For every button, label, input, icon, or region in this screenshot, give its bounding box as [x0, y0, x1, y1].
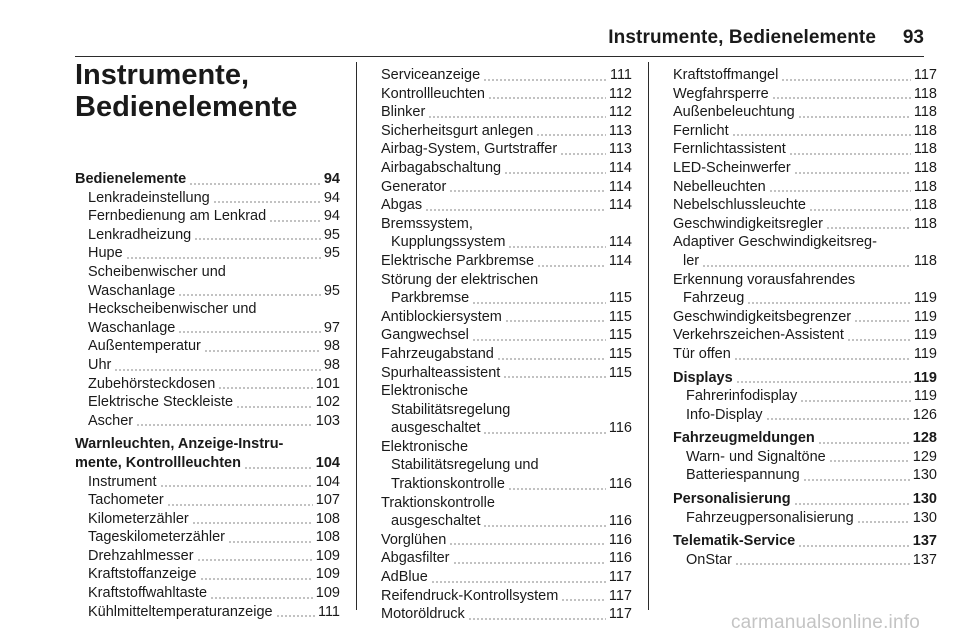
- section-title: [75, 59, 297, 123]
- toc-entry-batteriespannung[interactable]: Batteriespannung 130: [686, 467, 937, 484]
- page-header: [0, 0, 960, 60]
- toc-entry-esp-tc-line-1[interactable]: Elektronische: [381, 438, 469, 455]
- toc-entry-elektrische-parkbremse[interactable]: Elektrische Parkbremse 114: [381, 252, 632, 269]
- toc-heading-bedienelemente[interactable]: Bedienelemente 94: [75, 171, 340, 187]
- toc-entry-hupe[interactable]: Hupe 95: [88, 245, 340, 262]
- section-title-line-2: Bedienelemente: [75, 91, 298, 123]
- toc-entry-esp-aus-line-2[interactable]: Stabilitätsregelung: [391, 401, 511, 418]
- toc-entry-fahrzeugpersonalisierung[interactable]: Fahrzeugpersonalisierung 130: [686, 509, 937, 526]
- toc-heading-warnleuchten[interactable]: mente, Kontrollleuchten 104: [75, 454, 340, 471]
- toc-column-1: [75, 170, 340, 621]
- toc-entry-uhr[interactable]: Uhr 98: [88, 356, 340, 373]
- column-divider-1: [356, 62, 357, 610]
- toc-entry-zubehoersteckdosen[interactable]: Zubehörsteckdosen 101: [88, 375, 340, 392]
- toc-entry-scheibenwischer[interactable]: Waschanlage 95: [88, 282, 340, 299]
- toc-entry-adaptiver[interactable]: ler 118: [683, 252, 937, 269]
- toc-entry-antiblockiersystem[interactable]: Antiblockiersystem 115: [381, 308, 632, 325]
- toc-entry-airbag-system[interactable]: Airbag-System, Gurtstraffer 113: [381, 141, 632, 158]
- header-rule: [75, 56, 924, 57]
- toc-entry-tuer-offen[interactable]: Tür offen 119: [673, 345, 937, 362]
- toc-entry-generator[interactable]: Generator 114: [381, 178, 632, 195]
- toc-entry-blinker[interactable]: Blinker 112: [381, 104, 632, 121]
- toc-entry-nebelschlussleuchte[interactable]: Nebelschlussleuchte 118: [673, 197, 937, 214]
- toc-entry-sicherheitsgurt[interactable]: Sicherheitsgurt anlegen 113: [381, 122, 632, 139]
- toc-entry-erkennung-line-1[interactable]: Erkennung vorausfahrendes: [673, 271, 856, 288]
- toc-entry-lenkradheizung[interactable]: Lenkradheizung 95: [88, 226, 340, 243]
- toc-entry-aussenbeleuchtung[interactable]: Außenbeleuchtung 118: [673, 104, 937, 121]
- toc-entry-esp-aus[interactable]: ausgeschaltet 116: [391, 420, 632, 437]
- toc-heading-telematik[interactable]: Telematik-Service 137: [673, 533, 937, 550]
- toc-entry-esp-tc-line-2[interactable]: Stabilitätsregelung und: [391, 457, 539, 474]
- toc-entry-stoerung-parkbremse-line-1[interactable]: Störung der elektrischen: [381, 271, 539, 288]
- toc-entry-lenkradeinstellung[interactable]: Lenkradeinstellung 94: [88, 189, 340, 206]
- toc-entry-verkehrszeichen[interactable]: Verkehrszeichen-Assistent 119: [673, 327, 937, 344]
- toc-entry-geschwindigkeitsregler[interactable]: Geschwindigkeitsregler 118: [673, 215, 937, 232]
- toc-entry-kraftstoffwahltaste[interactable]: Kraftstoffwahltaste 109: [88, 585, 340, 602]
- toc-entry-bremssystem-line-1[interactable]: Bremssystem,: [381, 215, 473, 232]
- toc-entry-vorgluehen[interactable]: Vorglühen 116: [381, 531, 632, 548]
- toc-entry-geschwindigkeitsbegrenzer[interactable]: Geschwindigkeitsbegrenzer 119: [673, 308, 937, 325]
- toc-entry-fernlicht[interactable]: Fernlicht 118: [673, 122, 937, 139]
- toc-entry-instrument[interactable]: Instrument 104: [88, 473, 340, 490]
- watermark: carmanualsonline.info: [730, 612, 920, 633]
- toc-entry-adblue[interactable]: AdBlue 117: [381, 569, 632, 586]
- toc-entry-heckscheibenwischer-line-1[interactable]: Heckscheibenwischer und: [88, 301, 257, 318]
- toc-entry-esp-tc[interactable]: Traktionskontrolle 116: [391, 476, 632, 493]
- toc-entry-nebelleuchten[interactable]: Nebelleuchten 118: [673, 178, 937, 195]
- toc-entry-gangwechsel[interactable]: Gangwechsel 115: [381, 327, 632, 344]
- toc-entry-stoerung-parkbremse[interactable]: Parkbremse 115: [391, 290, 632, 307]
- toc-entry-led-scheinwerfer[interactable]: LED-Scheinwerfer 118: [673, 159, 937, 176]
- toc-entry-kraftstoffanzeige[interactable]: Kraftstoffanzeige 109: [88, 566, 340, 583]
- toc-entry-kontrollleuchten[interactable]: Kontrollleuchten 112: [381, 85, 632, 102]
- toc-entry-kraftstoffmangel[interactable]: Kraftstoffmangel 117: [673, 67, 937, 83]
- toc-entry-abgas[interactable]: Abgas 114: [381, 197, 632, 214]
- toc-heading-personalisierung[interactable]: Personalisierung 130: [673, 491, 937, 508]
- toc-entry-ascher[interactable]: Ascher 103: [88, 412, 340, 429]
- toc-entry-erkennung[interactable]: Fahrzeug 119: [683, 290, 937, 307]
- toc-heading-displays[interactable]: Displays 119: [673, 369, 937, 386]
- toc-heading-fahrzeugmeldungen[interactable]: Fahrzeugmeldungen 128: [673, 430, 937, 447]
- toc-entry-tageskilometerzaehler[interactable]: Tageskilometerzähler 108: [88, 529, 340, 546]
- running-header-title: Instrumente, Bedienelemente: [608, 27, 876, 48]
- toc-entry-fahrzeugabstand[interactable]: Fahrzeugabstand 115: [381, 345, 632, 362]
- toc-entry-heckscheibenwischer[interactable]: Waschanlage 97: [88, 319, 340, 336]
- page-number: 93: [902, 27, 924, 48]
- toc-entry-fernlichtassistent[interactable]: Fernlichtassistent 118: [673, 141, 937, 158]
- toc-entry-fahrerinfodisplay[interactable]: Fahrerinfodisplay 119: [686, 388, 937, 405]
- toc-entry-bremssystem[interactable]: Kupplungssystem 114: [391, 234, 632, 251]
- toc-entry-airbagabschaltung[interactable]: Airbagabschaltung 114: [381, 159, 632, 176]
- toc-entry-wegfahrsperre[interactable]: Wegfahrsperre 118: [673, 85, 937, 102]
- toc-entry-kilometerzaehler[interactable]: Kilometerzähler 108: [88, 510, 340, 527]
- toc-entry-aussentemperatur[interactable]: Außentemperatur 98: [88, 338, 340, 355]
- toc-entry-fernbedienung[interactable]: Fernbedienung am Lenkrad 94: [88, 208, 340, 225]
- toc-entry-motoroeldruck[interactable]: Motoröldruck 117: [381, 606, 632, 623]
- section-title-line-1: Instrumente,: [75, 59, 250, 91]
- toc-entry-reifendruck[interactable]: Reifendruck-Kontrollsystem 117: [381, 587, 632, 604]
- toc-heading-warnleuchten-line-1[interactable]: Warnleuchten, Anzeige-Instru-: [75, 436, 284, 453]
- toc-entry-spurhalteassistent[interactable]: Spurhalteassistent 115: [381, 364, 632, 381]
- toc-entry-drehzahlmesser[interactable]: Drehzahlmesser 109: [88, 547, 340, 564]
- toc-entry-abgasfilter[interactable]: Abgasfilter 116: [381, 550, 632, 567]
- toc-entry-traktionskontrolle-aus[interactable]: ausgeschaltet 116: [391, 513, 632, 530]
- toc-entry-serviceanzeige[interactable]: Serviceanzeige 111: [381, 67, 632, 83]
- toc-entry-elektrische-steckleiste[interactable]: Elektrische Steckleiste 102: [88, 394, 340, 411]
- toc-entry-adaptiver-line-1[interactable]: Adaptiver Geschwindigkeitsreg-: [673, 234, 877, 251]
- toc-entry-traktionskontrolle-aus-line-1[interactable]: Traktionskontrolle: [381, 494, 495, 511]
- toc-entry-onstar[interactable]: OnStar 137: [686, 551, 937, 568]
- toc-column-2: [381, 66, 632, 624]
- toc-entry-tachometer[interactable]: Tachometer 107: [88, 492, 340, 509]
- toc-entry-info-display[interactable]: Info-Display 126: [686, 406, 937, 423]
- toc-entry-warn-signaltoene[interactable]: Warn- und Signaltöne 129: [686, 448, 937, 465]
- toc-column-3: [673, 66, 937, 569]
- toc-entry-kuehlmitteltemperaturanzeige[interactable]: Kühlmitteltemperaturanzeige 111: [88, 603, 340, 620]
- toc-entry-esp-aus-line-1[interactable]: Elektronische: [381, 383, 469, 400]
- toc-entry-scheibenwischer-line-1[interactable]: Scheibenwischer und: [88, 263, 226, 280]
- column-divider-2: [648, 62, 649, 610]
